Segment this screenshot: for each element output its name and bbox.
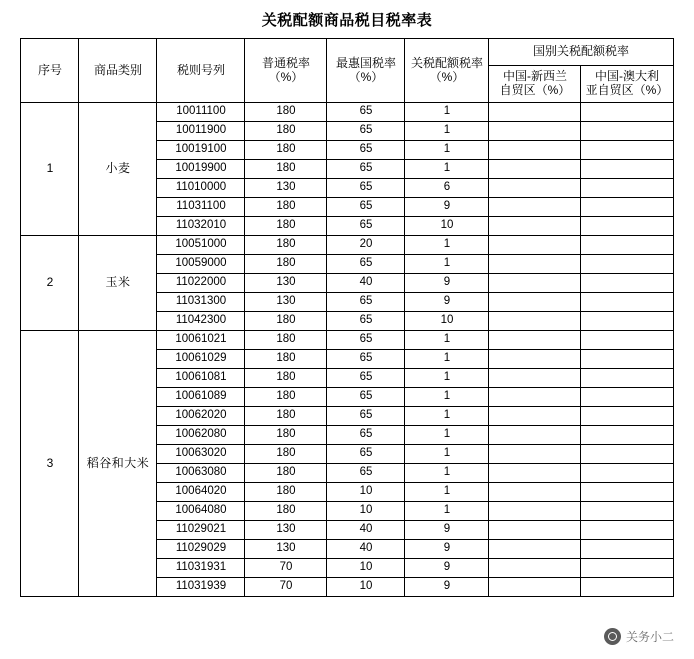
cell-au-fta-rate bbox=[581, 464, 673, 483]
header-mfn-rate-line2: （%） bbox=[348, 69, 384, 84]
cell-quota-rate: 1 bbox=[405, 141, 489, 160]
cell-au-fta-rate bbox=[581, 293, 673, 312]
cell-au-fta-rate bbox=[581, 426, 673, 445]
cell-nz-fta-rate bbox=[489, 407, 581, 426]
cell-general-rate: 180 bbox=[245, 445, 327, 464]
cell-nz-fta-rate bbox=[489, 445, 581, 464]
cell-au-fta-rate bbox=[581, 122, 673, 141]
cell-nz-fta-rate bbox=[489, 369, 581, 388]
cell-code: 10019900 bbox=[157, 160, 245, 179]
cell-general-rate: 180 bbox=[245, 350, 327, 369]
cell-nz-fta-rate bbox=[489, 350, 581, 369]
cell-nz-fta-rate bbox=[489, 540, 581, 559]
cell-mfn-rate: 10 bbox=[327, 578, 405, 597]
cell-quota-rate: 1 bbox=[405, 122, 489, 141]
cell-nz-fta-rate bbox=[489, 274, 581, 293]
cell-general-rate: 180 bbox=[245, 312, 327, 331]
cell-code: 11031939 bbox=[157, 578, 245, 597]
cell-quota-rate: 9 bbox=[405, 274, 489, 293]
cell-code: 10062080 bbox=[157, 426, 245, 445]
header-general-rate bbox=[245, 39, 327, 103]
cell-code: 10019100 bbox=[157, 141, 245, 160]
header-au-fta-rate-line2: 亚自贸区（%） bbox=[585, 83, 669, 97]
cell-au-fta-rate bbox=[581, 521, 673, 540]
cell-au-fta-rate bbox=[581, 407, 673, 426]
watermark-label: 关务小二 bbox=[625, 630, 674, 644]
cell-general-rate: 180 bbox=[245, 160, 327, 179]
cell-code: 10063080 bbox=[157, 464, 245, 483]
cell-quota-rate: 1 bbox=[405, 103, 489, 122]
cell-general-rate: 180 bbox=[245, 141, 327, 160]
cell-mfn-rate: 10 bbox=[327, 502, 405, 521]
cell-general-rate: 180 bbox=[245, 217, 327, 236]
cell-quota-rate: 1 bbox=[405, 331, 489, 350]
cell-quota-rate: 9 bbox=[405, 540, 489, 559]
cell-quota-rate: 1 bbox=[405, 445, 489, 464]
table-body bbox=[21, 103, 673, 597]
cell-au-fta-rate bbox=[581, 198, 673, 217]
cell-general-rate: 180 bbox=[245, 331, 327, 350]
cell-mfn-rate: 65 bbox=[327, 141, 405, 160]
cell-au-fta-rate bbox=[581, 274, 673, 293]
cell-au-fta-rate bbox=[581, 179, 673, 198]
cell-nz-fta-rate bbox=[489, 255, 581, 274]
cell-code: 10061029 bbox=[157, 350, 245, 369]
cell-quota-rate: 1 bbox=[405, 483, 489, 502]
header-au-fta-rate bbox=[581, 66, 673, 103]
cell-category: 小麦 bbox=[79, 103, 157, 236]
cell-au-fta-rate bbox=[581, 103, 673, 122]
cell-code: 11029021 bbox=[157, 521, 245, 540]
cell-seq: 1 bbox=[21, 103, 79, 236]
cell-quota-rate: 9 bbox=[405, 198, 489, 217]
cell-mfn-rate: 65 bbox=[327, 312, 405, 331]
cell-general-rate: 180 bbox=[245, 198, 327, 217]
cell-general-rate: 180 bbox=[245, 255, 327, 274]
cell-au-fta-rate bbox=[581, 578, 673, 597]
cell-mfn-rate: 65 bbox=[327, 388, 405, 407]
cell-code: 11031100 bbox=[157, 198, 245, 217]
header-nz-fta-rate-line1: 中国-新西兰 bbox=[502, 69, 567, 84]
cell-au-fta-rate bbox=[581, 540, 673, 559]
cell-au-fta-rate bbox=[581, 331, 673, 350]
cell-nz-fta-rate bbox=[489, 141, 581, 160]
cell-nz-fta-rate bbox=[489, 312, 581, 331]
cell-mfn-rate: 65 bbox=[327, 464, 405, 483]
cell-general-rate: 130 bbox=[245, 274, 327, 293]
cell-general-rate: 180 bbox=[245, 483, 327, 502]
header-quota-rate-line2: （%） bbox=[429, 69, 465, 84]
cell-nz-fta-rate bbox=[489, 388, 581, 407]
page-title: 关税配额商品税目税率表 bbox=[261, 12, 433, 29]
cell-au-fta-rate bbox=[581, 369, 673, 388]
header-general-rate-line2: （%） bbox=[268, 69, 304, 84]
cell-general-rate: 130 bbox=[245, 179, 327, 198]
header-quota-rate-line1: 关税配额税率 bbox=[410, 55, 483, 70]
cell-au-fta-rate bbox=[581, 141, 673, 160]
cell-au-fta-rate bbox=[581, 502, 673, 521]
cell-mfn-rate: 65 bbox=[327, 369, 405, 388]
header-country-quota-group: 国别关税配额税率 bbox=[489, 39, 673, 66]
cell-code: 10064080 bbox=[157, 502, 245, 521]
cell-nz-fta-rate bbox=[489, 578, 581, 597]
header-mfn-rate bbox=[327, 39, 405, 103]
cell-seq: 3 bbox=[21, 331, 79, 597]
cell-general-rate: 180 bbox=[245, 502, 327, 521]
cell-quota-rate: 1 bbox=[405, 502, 489, 521]
header-general-rate-line1: 普通税率 bbox=[261, 55, 310, 70]
cell-au-fta-rate bbox=[581, 445, 673, 464]
cell-quota-rate: 10 bbox=[405, 312, 489, 331]
cell-category: 玉米 bbox=[79, 236, 157, 331]
cell-quota-rate: 9 bbox=[405, 559, 489, 578]
cell-general-rate: 130 bbox=[245, 293, 327, 312]
cell-code: 11042300 bbox=[157, 312, 245, 331]
header-nz-fta-rate bbox=[489, 66, 581, 103]
cell-mfn-rate: 65 bbox=[327, 217, 405, 236]
watermark bbox=[598, 626, 680, 647]
cell-code: 10011900 bbox=[157, 122, 245, 141]
cell-nz-fta-rate bbox=[489, 236, 581, 255]
tariff-quota-table bbox=[20, 38, 673, 597]
cell-general-rate: 180 bbox=[245, 122, 327, 141]
cell-code: 11010000 bbox=[157, 179, 245, 198]
cell-mfn-rate: 65 bbox=[327, 160, 405, 179]
cell-mfn-rate: 65 bbox=[327, 407, 405, 426]
cell-mfn-rate: 65 bbox=[327, 198, 405, 217]
cell-code: 11029029 bbox=[157, 540, 245, 559]
cell-quota-rate: 1 bbox=[405, 464, 489, 483]
table-header bbox=[21, 39, 673, 103]
cell-code: 10061081 bbox=[157, 369, 245, 388]
header-mfn-rate-line1: 最惠国税率 bbox=[335, 55, 396, 70]
cell-mfn-rate: 40 bbox=[327, 274, 405, 293]
cell-general-rate: 180 bbox=[245, 103, 327, 122]
cell-nz-fta-rate bbox=[489, 464, 581, 483]
cell-mfn-rate: 65 bbox=[327, 179, 405, 198]
cell-mfn-rate: 40 bbox=[327, 540, 405, 559]
cell-nz-fta-rate bbox=[489, 122, 581, 141]
cell-nz-fta-rate bbox=[489, 502, 581, 521]
cell-quota-rate: 9 bbox=[405, 578, 489, 597]
cell-general-rate: 180 bbox=[245, 426, 327, 445]
cell-code: 10061089 bbox=[157, 388, 245, 407]
cell-quota-rate: 9 bbox=[405, 521, 489, 540]
cell-au-fta-rate bbox=[581, 559, 673, 578]
cell-nz-fta-rate bbox=[489, 559, 581, 578]
cell-code: 11031931 bbox=[157, 559, 245, 578]
cell-quota-rate: 9 bbox=[405, 293, 489, 312]
cell-quota-rate: 1 bbox=[405, 236, 489, 255]
header-category: 商品类别 bbox=[79, 39, 157, 103]
cell-mfn-rate: 10 bbox=[327, 559, 405, 578]
cell-au-fta-rate bbox=[581, 255, 673, 274]
cell-general-rate: 180 bbox=[245, 407, 327, 426]
cell-mfn-rate: 20 bbox=[327, 236, 405, 255]
cell-code: 10061021 bbox=[157, 331, 245, 350]
cell-seq: 2 bbox=[21, 236, 79, 331]
cell-general-rate: 130 bbox=[245, 521, 327, 540]
cell-mfn-rate: 65 bbox=[327, 350, 405, 369]
cell-general-rate: 130 bbox=[245, 540, 327, 559]
cell-au-fta-rate bbox=[581, 312, 673, 331]
cell-nz-fta-rate bbox=[489, 160, 581, 179]
cell-nz-fta-rate bbox=[489, 293, 581, 312]
cell-quota-rate: 1 bbox=[405, 426, 489, 445]
cell-au-fta-rate bbox=[581, 350, 673, 369]
cell-mfn-rate: 65 bbox=[327, 255, 405, 274]
cell-au-fta-rate bbox=[581, 388, 673, 407]
header-quota-rate bbox=[405, 39, 489, 103]
cell-quota-rate: 10 bbox=[405, 217, 489, 236]
cell-mfn-rate: 65 bbox=[327, 331, 405, 350]
cell-mfn-rate: 65 bbox=[327, 426, 405, 445]
cell-quota-rate: 1 bbox=[405, 369, 489, 388]
cell-category: 稻谷和大米 bbox=[79, 331, 157, 597]
table-row bbox=[21, 331, 673, 350]
cell-general-rate: 180 bbox=[245, 369, 327, 388]
cell-mfn-rate: 65 bbox=[327, 445, 405, 464]
cell-au-fta-rate bbox=[581, 217, 673, 236]
cell-nz-fta-rate bbox=[489, 483, 581, 502]
cell-au-fta-rate bbox=[581, 483, 673, 502]
cell-quota-rate: 1 bbox=[405, 255, 489, 274]
cell-code: 10059000 bbox=[157, 255, 245, 274]
cell-code: 10064020 bbox=[157, 483, 245, 502]
cell-nz-fta-rate bbox=[489, 217, 581, 236]
cell-general-rate: 70 bbox=[245, 578, 327, 597]
watermark-logo-icon bbox=[604, 628, 621, 645]
header-code: 税则号列 bbox=[157, 39, 245, 103]
table-row bbox=[21, 103, 673, 122]
cell-general-rate: 180 bbox=[245, 236, 327, 255]
cell-code: 10062020 bbox=[157, 407, 245, 426]
cell-code: 11032010 bbox=[157, 217, 245, 236]
cell-mfn-rate: 40 bbox=[327, 521, 405, 540]
cell-mfn-rate: 65 bbox=[327, 122, 405, 141]
cell-nz-fta-rate bbox=[489, 103, 581, 122]
cell-general-rate: 180 bbox=[245, 464, 327, 483]
cell-quota-rate: 1 bbox=[405, 160, 489, 179]
cell-code: 11022000 bbox=[157, 274, 245, 293]
header-seq: 序号 bbox=[21, 39, 79, 103]
cell-au-fta-rate bbox=[581, 236, 673, 255]
cell-nz-fta-rate bbox=[489, 198, 581, 217]
cell-mfn-rate: 65 bbox=[327, 293, 405, 312]
cell-nz-fta-rate bbox=[489, 179, 581, 198]
cell-nz-fta-rate bbox=[489, 331, 581, 350]
cell-code: 10011100 bbox=[157, 103, 245, 122]
cell-quota-rate: 1 bbox=[405, 388, 489, 407]
cell-nz-fta-rate bbox=[489, 521, 581, 540]
table-row bbox=[21, 236, 673, 255]
cell-general-rate: 180 bbox=[245, 388, 327, 407]
header-nz-fta-rate-line2: 自贸区（%） bbox=[499, 83, 571, 97]
cell-mfn-rate: 65 bbox=[327, 103, 405, 122]
cell-nz-fta-rate bbox=[489, 426, 581, 445]
cell-general-rate: 70 bbox=[245, 559, 327, 578]
cell-code: 10063020 bbox=[157, 445, 245, 464]
cell-quota-rate: 6 bbox=[405, 179, 489, 198]
cell-code: 11031300 bbox=[157, 293, 245, 312]
cell-mfn-rate: 10 bbox=[327, 483, 405, 502]
cell-quota-rate: 1 bbox=[405, 407, 489, 426]
cell-code: 10051000 bbox=[157, 236, 245, 255]
cell-au-fta-rate bbox=[581, 160, 673, 179]
header-au-fta-rate-line1: 中国-澳大利 bbox=[594, 69, 659, 84]
cell-quota-rate: 1 bbox=[405, 350, 489, 369]
